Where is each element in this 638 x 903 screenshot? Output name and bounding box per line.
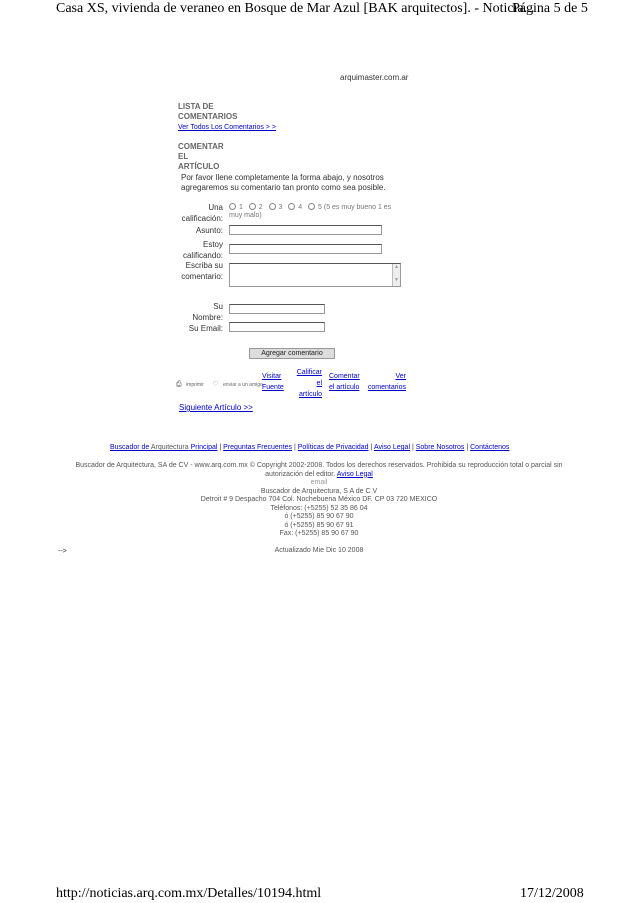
rating-option-label: 1 [239,204,243,211]
add-comment-button[interactable]: Agregar comentario [249,348,335,359]
about-link[interactable]: Sobre Nosotros [415,444,465,451]
radio-button[interactable] [269,203,276,210]
print-header-page-number: Página 5 de 5 [512,1,588,16]
faq-link[interactable]: Preguntas Frecuentes [223,444,293,451]
rating-option-label: 4 [298,204,303,211]
email-input[interactable] [229,322,325,332]
name-label-line: Nombre: [192,313,223,322]
rating-label-line: calificación: [181,214,223,223]
subject-input[interactable] [229,225,382,235]
rating-label-line: Una [208,203,223,212]
name-label-line: Su [213,302,223,311]
comments-heading [178,102,237,122]
last-updated: Actualizado Mie Dic 10 2008 [274,546,364,554]
email-label: Su Email: [188,324,223,333]
comment-label [170,260,223,282]
comment-label-line: comentario: [181,272,223,281]
radio-button[interactable] [249,203,256,210]
comments-heading-line: COMENTARIOS [178,112,238,121]
home-link-part[interactable]: Buscador de [110,444,151,451]
company-address: Detroit # 9 Despacho 704 Col. Nochebuena México DF. CP 03 720 MEXICO [200,496,438,503]
comments-heading-line: LISTA DE [178,102,214,111]
comment-article-link-line[interactable]: el artículo [329,384,360,391]
scroll-up-arrow-icon[interactable]: ▲ [394,264,399,270]
rating-option-label: 2 [258,204,263,211]
phone-number: Teléfonos: (+5255) 52 35 86 04 [270,504,368,512]
comment-article-link-line[interactable]: Comentar [329,373,360,380]
comment-article-link[interactable] [329,370,360,392]
separator: | [466,444,469,451]
rate-article-link-line[interactable]: Calificar [296,369,322,376]
view-comments-link-line[interactable]: comentarios [367,384,406,391]
rating-options [229,203,391,211]
intro-line: Por favor llene completamente la forma abajo, y nosotros [181,173,384,182]
print-header-title: Casa XS, vivienda de veraneo en Bosque de Mar Azul [BAK arquitectos]. - Noticia... [56,1,535,16]
textarea-scrollbar[interactable] [392,264,400,286]
rating-subject-label-line: calificando: [182,251,223,260]
site-label: arquimaster.com.ar [340,73,409,82]
phone-number: ó (+5255) 85 90 67 90 [284,513,354,520]
view-comments-link-line[interactable]: Ver [395,373,406,380]
separator: | [293,444,296,451]
print-icon[interactable]: ⎙ [176,381,182,388]
comment-textarea[interactable] [229,263,401,287]
rating-subject-label-line: Estoy [202,240,223,249]
editor-authorization [58,471,580,480]
home-link-part[interactable]: Arquitectura [150,444,189,451]
rating-option[interactable] [308,204,322,211]
radio-button[interactable] [229,203,236,210]
comment-label-line: Escriba su [185,261,223,270]
rating-hint: (5 es muy bueno 1 es [323,204,392,211]
intro-line: agregaremos su comentario tan pronto como sea posible. [181,183,386,192]
rating-option[interactable] [229,204,243,211]
fax-number: Fax: (+5255) 85 90 67 90 [279,530,359,537]
rating-subject-input[interactable] [229,244,382,254]
visit-source-link-line[interactable]: Fuente [262,384,284,391]
authorization-text: autorización del editor. [265,470,336,478]
comment-form-intro [181,173,386,193]
phone-number: ó (+5255) 85 90 67 91 [284,521,354,529]
view-comments-link[interactable] [364,370,406,392]
home-link[interactable] [110,444,217,451]
comment-form-heading-line: ARTÍCULO [178,162,220,171]
rate-article-link[interactable] [296,366,322,399]
copyright-text: Buscador de Arquitectura, SA de CV - www.arq.com.mx © Copyright 2002-2008. Todos los derechos reservados. Prohibida su reproducción total o parcial sin [75,462,563,469]
print-footer-url: http://noticias.arq.com.mx/Detalles/10194.html [56,886,322,901]
legal-link[interactable]: Aviso Legal [373,444,411,451]
rating-option[interactable] [249,204,263,211]
legal-block [58,462,580,555]
print-footer-date: 17/12/2008 [520,886,584,901]
rating-hint-continued: muy malo) [229,212,262,219]
home-link-part[interactable]: Principal [188,444,218,451]
heart-icon[interactable]: ♡ [212,381,219,388]
separator: | [370,444,373,451]
rating-subject-label [170,239,223,261]
visit-source-link-line[interactable]: Visitar [262,373,282,380]
comment-form-heading-line: COMENTAR [178,142,224,151]
legal-notice-link[interactable]: Aviso Legal [336,470,373,478]
radio-button[interactable] [308,203,315,210]
privacy-link[interactable]: Políticas de Privacidad [297,444,369,451]
name-input[interactable] [229,304,325,314]
rating-option[interactable] [269,204,283,211]
print-link[interactable]: imprimir [186,382,204,388]
company-name: Buscador de Arquitectura, S A de C V [260,487,378,495]
footer-links [110,444,509,451]
comment-form-heading [178,142,224,172]
email-link[interactable]: email [310,479,328,486]
radio-button[interactable] [288,203,295,210]
scroll-down-arrow-icon[interactable]: ▼ [394,277,399,283]
comment-form-heading-line: EL [178,152,189,161]
rating-option[interactable] [288,204,302,211]
rating-option-label: 3 [278,204,283,211]
name-label [170,301,223,323]
separator: | [219,444,222,451]
next-article-link[interactable]: Siguiente Artículo >> [179,403,253,412]
article-tools [176,373,263,391]
rating-label [170,202,223,224]
rating-option-label: 5 [318,204,322,211]
visit-source-link[interactable] [262,370,284,392]
stray-comment-marker: --> [58,548,67,555]
rate-article-link-line[interactable]: artículo [299,391,322,398]
subject-label: Asunto: [195,226,223,235]
contact-link[interactable]: Contáctenos [470,444,510,451]
rate-article-link-line[interactable]: el [316,380,322,387]
separator: | [411,444,414,451]
send-to-friend-link[interactable]: enviar a un amigo [223,382,263,388]
view-all-comments-link[interactable]: Ver Todos Los Comentarios > > [178,124,276,131]
